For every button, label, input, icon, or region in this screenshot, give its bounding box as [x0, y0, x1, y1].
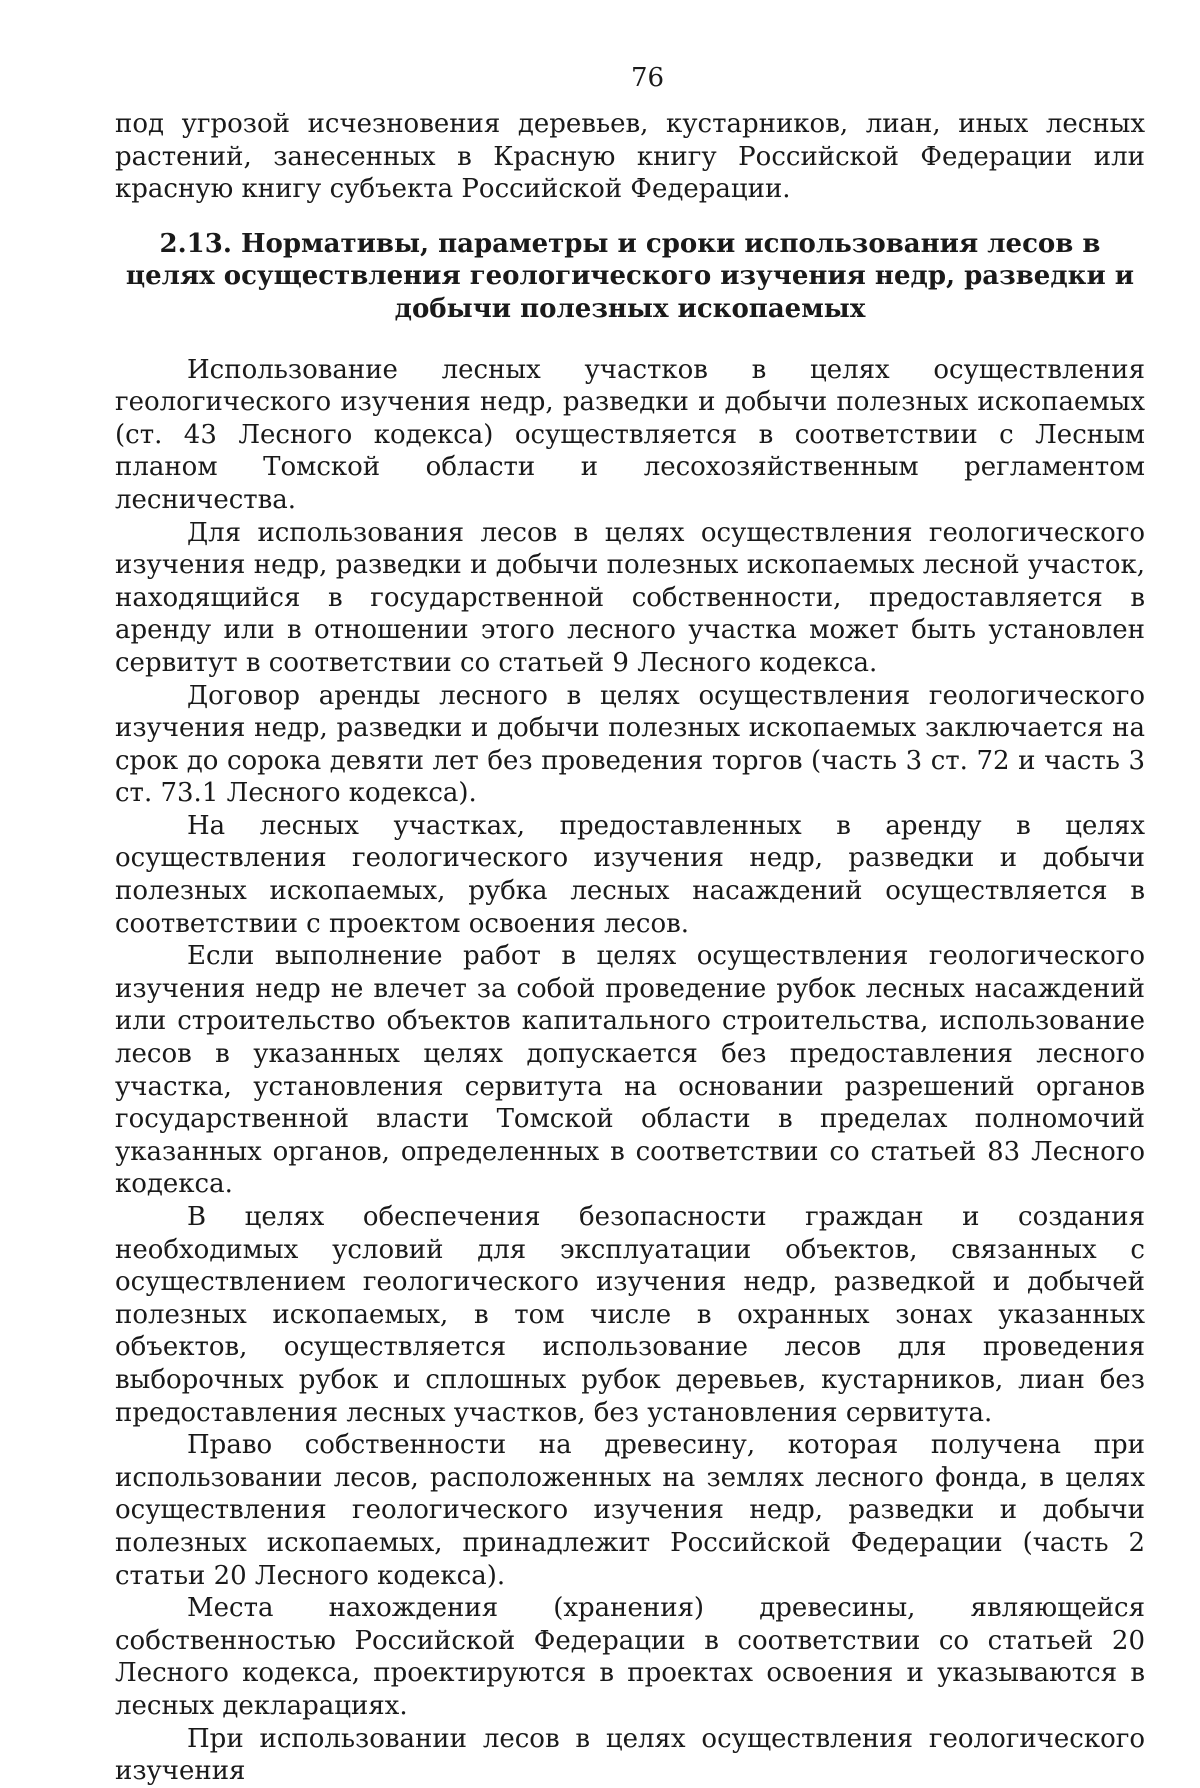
- intro-paragraph: под угрозой исчезновения деревьев, кустарников, лиан, иных лесных растений, занесенных в Красную книгу Российской Федерации или красную книгу субъекта Российской Федерации.: [115, 109, 1145, 205]
- paragraph: Места нахождения (хранения) древесины, являющейся собственностью Российской Федерации в соответствии со статьей 20 Лесного кодекса, проектируются в проектах освоения и указываются в лесных декларациях.: [115, 1593, 1145, 1721]
- paragraph: На лесных участках, предоставленных в аренду в целях осуществления геологического изучения недр, разведки и добычи полезных ископаемых, рубка лесных насаждений осуществляется в соответствии с проектом освоения лесов.: [115, 810, 1145, 939]
- section-heading: 2.13. Нормативы, параметры и сроки использования лесов в целях осуществления геологического изучения недр, разведки и добычи полезных ископаемых: [125, 228, 1135, 324]
- paragraph: Для использования лесов в целях осуществления геологического изучения недр, разведки и добычи полезных ископаемых лесной участок, находящийся в государственной собственности, предоставляется в аренду или в отношении этого лесного участка может быть установлен сервитут в соответствии со статьей 9 Лесного кодекса.: [115, 517, 1145, 678]
- paragraph: В целях обеспечения безопасности граждан и создания необходимых условий для эксплуатации объектов, связанных с осуществлением геологического изучения недр, разведкой и добычей полезных ископаемых, в том числе в охранных зонах указанных объектов, осуществляется использование лесов для проведения выборочных рубок и сплошных рубок деревьев, кустарников, лиан без предоставления лесных участков, без установления сервитута.: [115, 1202, 1145, 1428]
- paragraph: Право собственности на древесину, которая получена при использовании лесов, расположенных на землях лесного фонда, в целях осуществления геологического изучения недр, разведки и добычи полезных ископаемых, принадлежит Российской Федерации (часть 2 статьи 20 Лесного кодекса).: [115, 1430, 1145, 1591]
- document-page: [115, 62, 1145, 1788]
- section-body: [115, 354, 1145, 1788]
- paragraph: Если выполнение работ в целях осуществления геологического изучения недр не влечет за собой проведение рубок лесных насаждений или строительство объектов капитального строительства, использование лесов в указанных целях допускается без предоставления лесного участка, установления сервитута на основании разрешений органов государственной власти Томской области в пределах полномочий указанных органов, определенных в соответствии со статьей 83 Лесного кодекса.: [115, 941, 1145, 1200]
- paragraph: Договор аренды лесного в целях осуществления геологического изучения недр, разведки и добычи полезных ископаемых заключается на срок до сорока девяти лет без проведения торгов (часть 3 ст. 72 и часть 3 ст. 73.1 Лесного кодекса).: [115, 680, 1145, 809]
- paragraph: Использование лесных участков в целях осуществления геологического изучения недр, разведки и добычи полезных ископаемых (ст. 43 Лесного кодекса) осуществляется в соответствии с Лесным планом Томской области и лесохозяйственным регламентом лесничества.: [115, 354, 1145, 515]
- paragraph: При использовании лесов в целях осуществления геологического изучения: [115, 1723, 1145, 1787]
- page-number: 76: [630, 63, 665, 93]
